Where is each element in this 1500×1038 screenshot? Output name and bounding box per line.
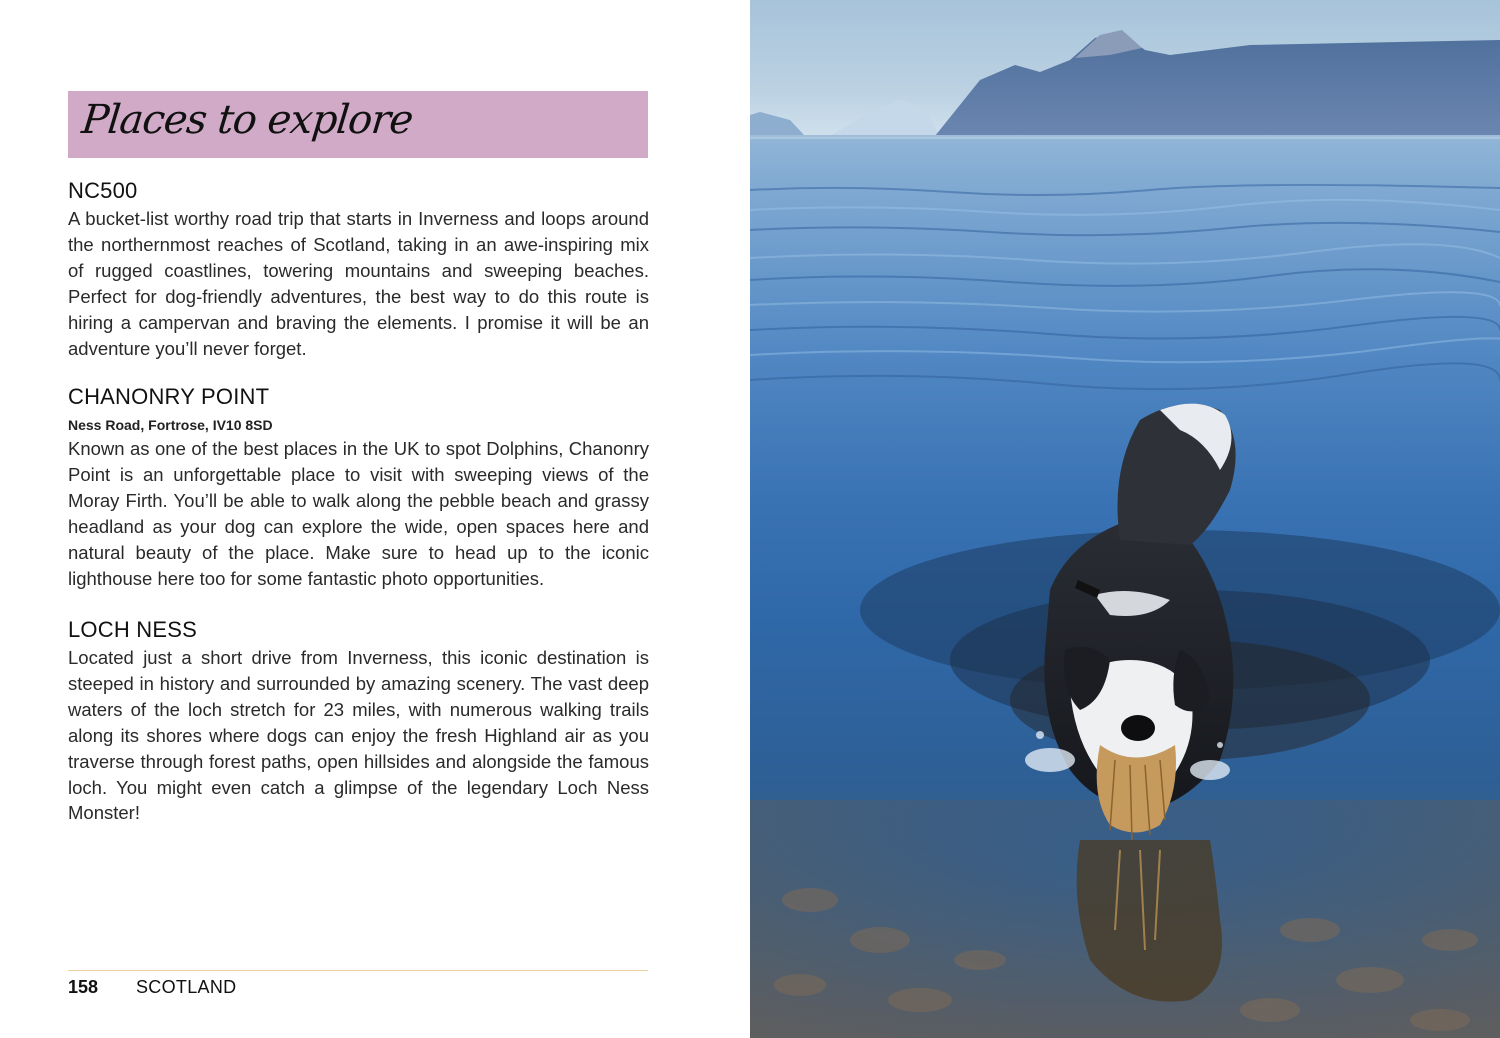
section-address: Ness Road, Fortrose, IV10 8SD [68, 417, 273, 433]
section-chanonry-point [68, 384, 649, 591]
section-body: Known as one of the best places in the UK to spot Dolphins, Chanonry Point is an unforgettable place to visit with sweeping views of the Moray Firth. You’ll be able to walk along the pebble beach and grassy headland as your dog can explore the wide, open spaces here and natural beauty of the place. Make sure to head up to the iconic lighthouse here too for some fantastic photo opportunities. [68, 438, 649, 589]
photo-dog-in-loch-icon [750, 0, 1500, 1038]
chapter-label: SCOTLAND [136, 977, 237, 997]
page-title: Places to explore [79, 97, 415, 143]
section-body: A bucket-list worthy road trip that starts in Inverness and loops around the northernmost reaches of Scotland, taking in an awe-inspiring mix of rugged coastlines, towering mountains and sweeping beaches. Perfect for dog-friendly adventures, the best way to do this route is hiring a campervan and braving the elements. I promise it will be an adventure you’ll never forget. [68, 208, 649, 359]
page-number: 158 [68, 977, 99, 997]
section-nc500 [68, 178, 649, 361]
footer-divider [68, 970, 648, 971]
section-loch-ness [68, 617, 649, 826]
dog-in-loch-photo [750, 0, 1500, 1038]
title-banner [68, 91, 648, 158]
section-heading: NC500 [68, 178, 138, 203]
section-body: Located just a short drive from Inverness, this iconic destination is steeped in history and surrounded by amazing scenery. The vast deep waters of the loch stretch for 23 miles, with numerous walking trails along its shores where dogs can enjoy the fresh Highland air as you traverse through forest paths, open hillsides and alongside the famous loch. You might even catch a glimpse of the legendary Loch Ness Monster! [68, 647, 649, 824]
section-heading: LOCH NESS [68, 617, 197, 642]
section-heading: CHANONRY POINT [68, 384, 270, 409]
